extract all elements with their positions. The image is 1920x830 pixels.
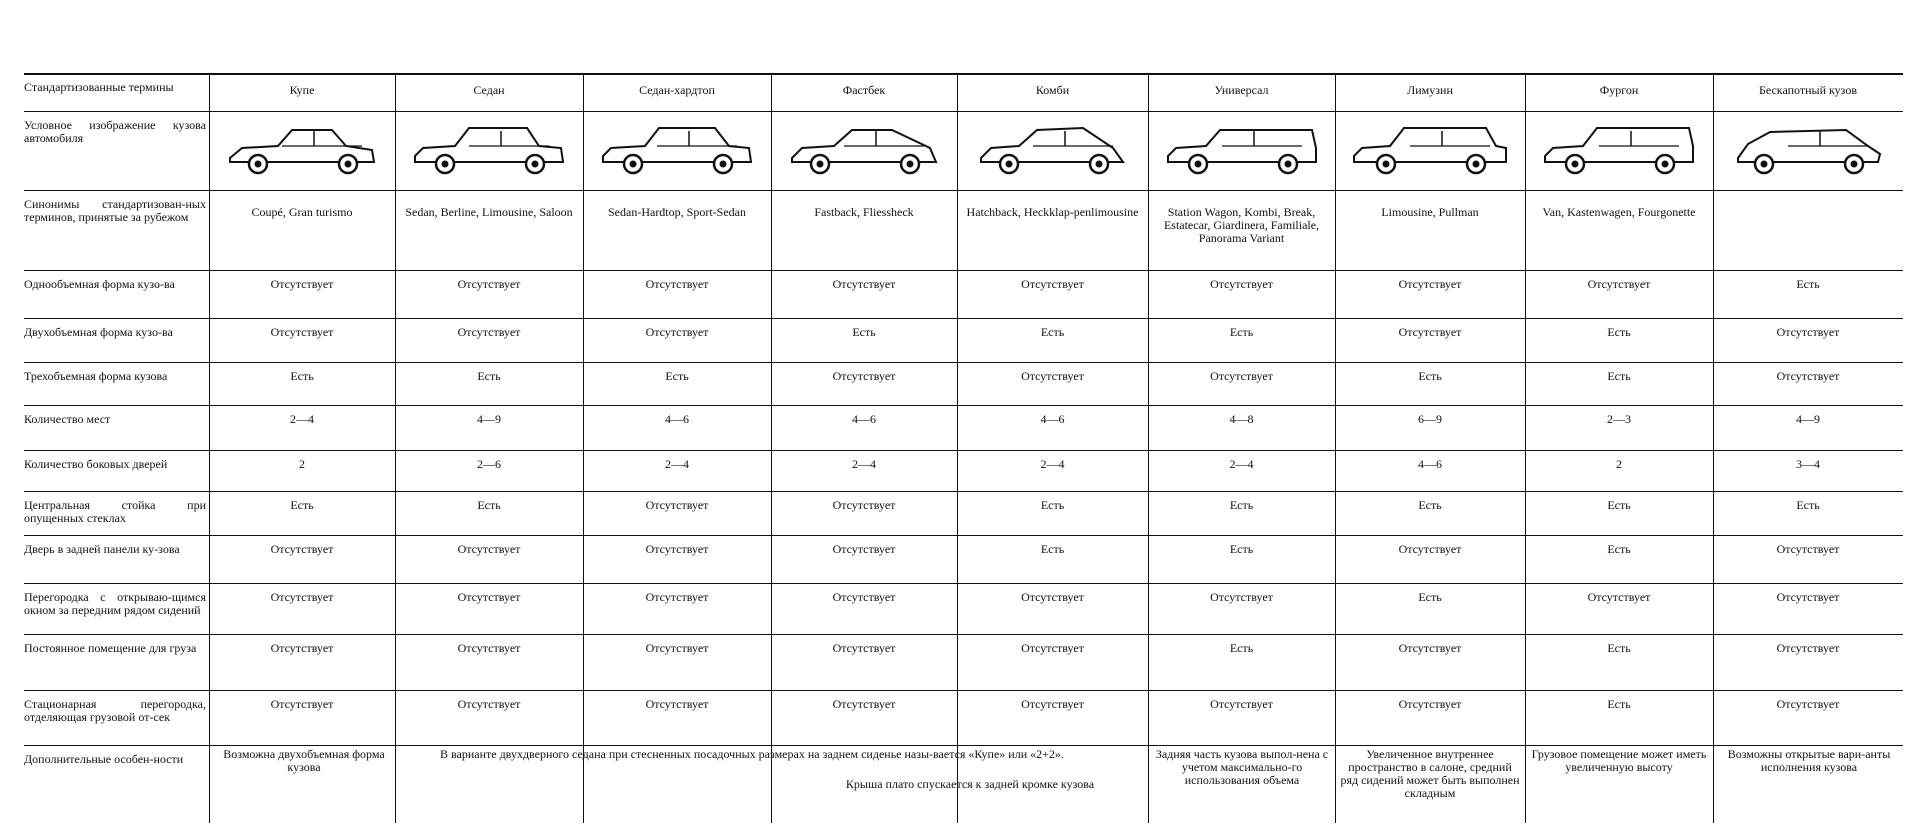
table-cell-value: Есть: [1796, 277, 1820, 291]
column-term: Лимузин: [1407, 83, 1453, 97]
table-cell-value: Отсутствует: [1776, 590, 1840, 604]
table-cell-value: Отсутствует: [1210, 697, 1273, 711]
table-cell-value: Отсутствует: [457, 641, 521, 655]
table-cell-value: Есть: [1607, 498, 1631, 512]
table-cell-value: Есть: [477, 498, 501, 512]
table-cell-value: Есть: [1607, 542, 1631, 556]
table-cell-value: 2—3: [1607, 412, 1631, 426]
table-horizontal-rule: [24, 583, 1903, 584]
table-cell-value: Отсутствует: [1398, 277, 1462, 291]
table-cell-value: 4—9: [1796, 412, 1820, 426]
column-term: Седан-хардтоп: [639, 83, 715, 97]
table-cell-value: Отсутствует: [1587, 590, 1651, 604]
table-cell-value: Отсутствует: [645, 641, 709, 655]
table-cell-value: Отсутствует: [832, 498, 896, 512]
table-cell-value: 2—4: [665, 457, 689, 471]
table-cell-value: Отсутствует: [1776, 542, 1840, 556]
feature-hardtop-note: Крыша плато спускается к задней кромке кузова: [845, 777, 1095, 791]
column-synonyms: Sedan, Berline, Limousine, Saloon: [405, 205, 573, 219]
table-cell-value: Есть: [1229, 542, 1254, 556]
table-cell-value: 4—9: [477, 412, 501, 426]
table-cell-value: Есть: [1607, 697, 1631, 711]
table-cell-value: Отсутствует: [1776, 697, 1840, 711]
table-cell-value: Отсутствует: [832, 542, 896, 556]
feature-cab-forward: Возможны открытые вари-анты исполнения кузова: [1727, 747, 1891, 774]
row-label: Однообъемная форма кузо-ва: [24, 277, 175, 291]
table-cell-value: Отсутствует: [832, 590, 896, 604]
feature-wagon: Задняя часть кузова выпол-нена с учетом максимально-го использования объема: [1155, 747, 1329, 787]
table-cell-value: Есть: [1418, 498, 1442, 512]
feature-sedan-note: В варианте двухдверного седана при стесненных посадочных размерах на заднем сиденье назы-вается «Купе» или «2+2».: [440, 747, 1064, 761]
column-synonyms: Sedan-Hardtop, Sport-Sedan: [608, 205, 746, 219]
row-label: Количество боковых дверей: [24, 457, 168, 471]
table-cell-value: Отсутствует: [1021, 590, 1084, 604]
table-cell-value: Есть: [1040, 498, 1065, 512]
table-horizontal-rule: [24, 450, 1903, 451]
table-cell-value: Отсутствует: [1021, 369, 1084, 383]
table-cell-value: Есть: [1796, 498, 1820, 512]
table-cell-value: Есть: [1607, 369, 1631, 383]
row-label-image: Условное изображение кузова автомобиля: [24, 118, 206, 145]
feature-coupe: Возможна двухобъемная форма кузова: [223, 747, 385, 774]
table-cell-value: Отсутствует: [1398, 542, 1462, 556]
row-label: Дверь в задней панели ку-зова: [24, 542, 180, 556]
table-cell-value: Отсутствует: [270, 697, 334, 711]
table-horizontal-rule: [24, 405, 1903, 406]
table-cell-value: Есть: [1229, 641, 1254, 655]
table-horizontal-rule: [24, 73, 1903, 75]
column-synonyms: Coupé, Gran turismo: [251, 205, 353, 219]
station-wagon-car-icon: [1162, 118, 1322, 180]
table-cell-value: Есть: [290, 369, 314, 383]
row-label: Стационарная перегородка, отделяющая грузовой от-сек: [24, 697, 206, 724]
table-cell-value: Есть: [1040, 325, 1065, 339]
column-term: Комби: [1035, 83, 1070, 97]
table-cell-value: Отсутствует: [1776, 369, 1840, 383]
table-cell-value: Отсутствует: [1210, 590, 1273, 604]
column-synonyms: Van, Kastenwagen, Fourgonette: [1542, 205, 1696, 219]
column-term: Седан: [473, 83, 505, 97]
table-cell-value: Есть: [1229, 498, 1254, 512]
table-cell-value: Есть: [1607, 325, 1631, 339]
column-term: Фастбек: [842, 83, 886, 97]
table-cell-value: Есть: [1229, 325, 1254, 339]
table-cell-value: Отсутствует: [1398, 641, 1462, 655]
table-cell-value: Отсутствует: [645, 590, 709, 604]
table-horizontal-rule: [24, 634, 1903, 635]
table-cell-value: Отсутствует: [645, 277, 709, 291]
row-label-features: Дополнительные особен-ности: [24, 752, 184, 766]
table-cell-value: Отсутствует: [457, 277, 521, 291]
table-cell-value: Отсутствует: [645, 697, 709, 711]
table-cell-value: Есть: [1607, 641, 1631, 655]
column-term: Купе: [289, 83, 315, 97]
sedan-car-icon: [409, 118, 569, 180]
table-cell-value: Отсутствует: [457, 325, 521, 339]
table-cell-value: Есть: [1040, 542, 1065, 556]
table-cell-value: 4—6: [1040, 412, 1065, 426]
table-cell-value: Отсутствует: [1021, 641, 1084, 655]
van-car-icon: [1539, 118, 1699, 180]
table-cell-value: Отсутствует: [832, 697, 896, 711]
row-label-terms: Стандартизованные термины: [24, 80, 174, 94]
table-cell-value: Отсутствует: [270, 277, 334, 291]
cab-forward-car-icon: [1728, 118, 1888, 180]
table-horizontal-rule: [24, 491, 1903, 492]
table-cell-value: 4—6: [1418, 457, 1442, 471]
feature-van: Грузовое помещение может иметь увеличенную высоту: [1531, 747, 1707, 774]
table-cell-value: Отсутствует: [1776, 325, 1840, 339]
limousine-car-icon: [1350, 118, 1510, 180]
table-horizontal-rule: [24, 111, 1903, 112]
table-cell-value: Отсутствует: [1587, 277, 1651, 291]
coupe-car-icon: [222, 118, 382, 180]
table-cell-value: 2—4: [1229, 457, 1254, 471]
table-cell-value: Есть: [290, 498, 314, 512]
table-cell-value: 3—4: [1796, 457, 1820, 471]
table-horizontal-rule: [24, 535, 1903, 536]
table-cell-value: Отсутствует: [832, 369, 896, 383]
column-synonyms: Station Wagon, Kombi, Break, Estatecar, Giardinera, Familiale, Panorama Variant: [1163, 205, 1320, 245]
column-synonyms: Limousine, Pullman: [1381, 205, 1479, 219]
row-label: Количество мест: [24, 412, 111, 426]
row-label-synonyms: Синонимы стандартизован-ных терминов, принятые за рубежом: [24, 197, 206, 224]
column-term: Универсал: [1214, 83, 1269, 97]
table-horizontal-rule: [24, 362, 1903, 363]
table-cell-value: Есть: [665, 369, 689, 383]
table-cell-value: 2—4: [852, 457, 876, 471]
table-cell-value: Отсутствует: [832, 277, 896, 291]
table-cell-value: 2: [1616, 457, 1622, 471]
table-cell-value: 4—6: [852, 412, 876, 426]
table-cell-value: Отсутствует: [270, 325, 334, 339]
table-cell-value: Отсутствует: [457, 542, 521, 556]
table-cell-value: Отсутствует: [1398, 697, 1462, 711]
table-cell-value: Отсутствует: [457, 697, 521, 711]
table-cell-value: Отсутствует: [270, 542, 334, 556]
feature-limousine: Увеличенное внутреннее пространство в салоне, средний ряд сидений может быть выполнен складным: [1340, 747, 1520, 800]
table-cell-value: Есть: [852, 325, 876, 339]
table-cell-value: 4—6: [665, 412, 689, 426]
table-cell-value: 6—9: [1418, 412, 1442, 426]
table-horizontal-rule: [24, 270, 1903, 271]
table-cell-value: Отсутствует: [645, 498, 709, 512]
table-cell-value: Отсутствует: [1776, 641, 1840, 655]
row-label: Двухобъемная форма кузо-ва: [24, 325, 173, 339]
table-cell-value: Отсутствует: [457, 590, 521, 604]
table-cell-value: 2—4: [290, 412, 314, 426]
table-cell-value: Есть: [1418, 590, 1442, 604]
hardtop-sedan-car-icon: [597, 118, 757, 180]
table-cell-value: Отсутствует: [645, 542, 709, 556]
column-term: Фургон: [1599, 83, 1639, 97]
table-horizontal-rule: [24, 690, 1903, 691]
column-synonyms: Fastback, Fliessheck: [814, 205, 914, 219]
table-cell-value: Отсутствует: [645, 325, 709, 339]
table-cell-value: 4—8: [1229, 412, 1254, 426]
table-cell-value: 2: [299, 457, 305, 471]
table-cell-value: Отсутствует: [270, 590, 334, 604]
table-cell-value: Отсутствует: [1398, 325, 1462, 339]
column-term: Бескапотный кузов: [1758, 83, 1858, 97]
table-cell-value: 2—6: [477, 457, 501, 471]
row-label: Перегородка с открываю-щимся окном за передним рядом сидений: [24, 590, 206, 617]
table-cell-value: Есть: [1418, 369, 1442, 383]
table-horizontal-rule: [24, 318, 1903, 319]
column-synonyms: Hatchback, Heckklap-penlimousine: [966, 205, 1139, 219]
row-label: Центральная стойка при опущенных стеклах: [24, 498, 206, 525]
table-cell-value: Отсутствует: [832, 641, 896, 655]
row-label: Постоянное помещение для груза: [24, 641, 197, 655]
table-cell-value: Отсутствует: [1021, 277, 1084, 291]
table-cell-value: Отсутствует: [1210, 277, 1273, 291]
table-cell-value: Отсутствует: [1210, 369, 1273, 383]
table-cell-value: Есть: [477, 369, 501, 383]
table-cell-value: 2—4: [1040, 457, 1065, 471]
table-cell-value: Отсутствует: [1021, 697, 1084, 711]
fastback-car-icon: [784, 118, 944, 180]
table-horizontal-rule: [24, 190, 1903, 191]
table-cell-value: Отсутствует: [270, 641, 334, 655]
row-label: Трехобъемная форма кузова: [24, 369, 168, 383]
hatchback-car-icon: [973, 118, 1133, 180]
